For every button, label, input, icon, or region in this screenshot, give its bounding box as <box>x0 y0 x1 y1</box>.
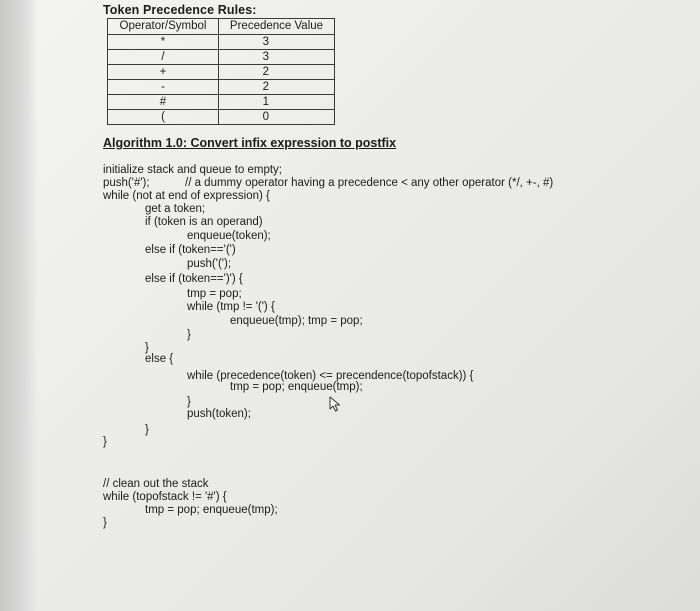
symbol-cell: ( <box>108 110 219 125</box>
code-brace: } <box>103 436 107 448</box>
value-cell: 3 <box>219 35 335 50</box>
code-line: while (not at end of expression) { <box>103 190 270 202</box>
code-line: while (tmp != '(') { <box>187 301 275 313</box>
code-line: tmp = pop; enqueue(tmp); <box>230 381 363 393</box>
table-row <box>108 95 335 110</box>
table-row <box>108 80 335 95</box>
table-row <box>108 110 335 125</box>
code-line: tmp = pop; enqueue(tmp); <box>145 504 278 516</box>
symbol-cell: - <box>108 80 219 95</box>
code-line: while (precedence(token) <= precendence(topofstack)) { <box>187 370 474 382</box>
code-line: enqueue(tmp); tmp = pop; <box>230 315 363 327</box>
table-row <box>108 65 335 80</box>
code-line: push('('); <box>187 258 232 270</box>
symbol-cell: / <box>108 50 219 65</box>
value-cell: 2 <box>219 80 335 95</box>
code-comment: // a dummy operator having a precedence < any other operator (*/, +-, #) <box>185 177 554 189</box>
mouse-pointer-icon <box>329 396 343 412</box>
code-line: initialize stack and queue to empty; <box>103 164 282 176</box>
code-brace: } <box>187 396 191 408</box>
code-brace: } <box>145 342 149 354</box>
table-header-row <box>108 19 335 35</box>
table-row <box>108 50 335 65</box>
symbol-cell: # <box>108 95 219 110</box>
code-line: enqueue(token); <box>187 230 271 242</box>
code-line: tmp = pop; <box>187 288 242 300</box>
code-brace: } <box>103 517 107 529</box>
token-rules-title: Token Precedence Rules: <box>103 3 257 17</box>
table-row <box>108 35 335 50</box>
code-line: get a token; <box>145 203 206 215</box>
value-cell: 0 <box>219 110 335 125</box>
code-line: else if (token=='(') <box>145 244 236 256</box>
algorithm-title: Algorithm 1.0: Convert infix expression to postfix <box>103 136 397 150</box>
column-header-symbol: Operator/Symbol <box>108 19 219 35</box>
code-brace: } <box>187 329 191 341</box>
code-line: push('#'); <box>103 177 150 189</box>
code-line: else { <box>145 353 174 365</box>
code-line: push(token); <box>187 408 251 420</box>
code-line: while (topofstack != '#') { <box>103 491 227 503</box>
value-cell: 1 <box>219 95 335 110</box>
precedence-table <box>107 18 335 125</box>
symbol-cell: * <box>108 35 219 50</box>
code-comment: // clean out the stack <box>103 478 209 490</box>
code-line: if (token is an operand) <box>145 216 263 228</box>
value-cell: 2 <box>219 65 335 80</box>
column-header-value: Precedence Value <box>219 19 335 35</box>
code-brace: } <box>145 424 149 436</box>
symbol-cell: + <box>108 65 219 80</box>
code-line: else if (token==')') { <box>145 273 243 285</box>
value-cell: 3 <box>219 50 335 65</box>
